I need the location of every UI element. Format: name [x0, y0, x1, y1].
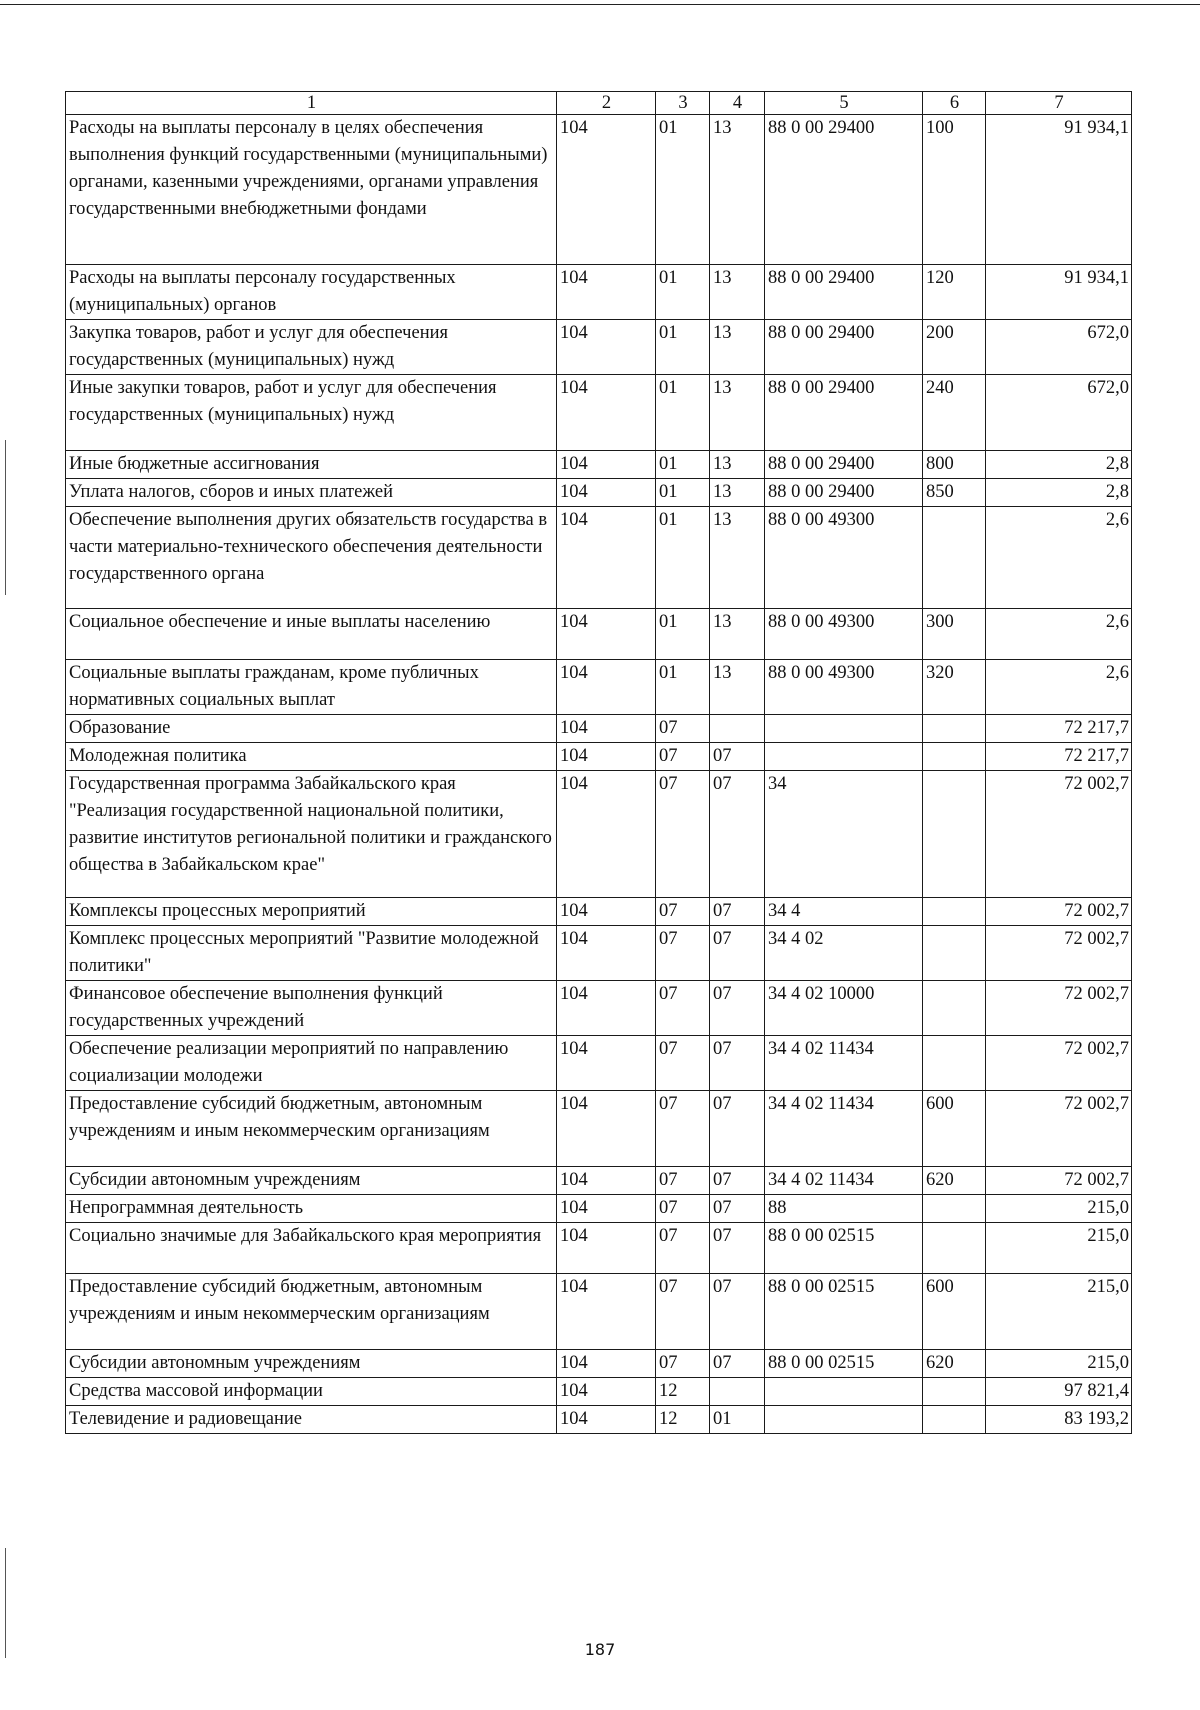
cell-pr: 07 [710, 743, 765, 771]
cell-grbs: 104 [557, 1274, 656, 1350]
cell-csr: 88 0 00 02515 [765, 1274, 923, 1350]
cell-csr: 88 0 00 02515 [765, 1350, 923, 1378]
cell-grbs: 104 [557, 1406, 656, 1434]
cell-sum: 91 934,1 [986, 265, 1132, 320]
cell-csr: 88 0 00 29400 [765, 479, 923, 507]
cell-vr [923, 1036, 986, 1091]
page-number: 187 [584, 1640, 616, 1659]
budget-table [65, 91, 1132, 1434]
column-number-cell: 7 [986, 92, 1132, 115]
cell-rz: 07 [656, 1350, 710, 1378]
cell-pr: 13 [710, 660, 765, 715]
cell-csr: 34 4 02 11434 [765, 1167, 923, 1195]
cell-grbs: 104 [557, 265, 656, 320]
cell-sum: 215,0 [986, 1350, 1132, 1378]
cell-grbs: 104 [557, 1091, 656, 1167]
cell-csr: 88 0 00 02515 [765, 1223, 923, 1274]
cell-csr: 88 0 00 29400 [765, 320, 923, 375]
cell-vr [923, 981, 986, 1036]
cell-vr: 600 [923, 1091, 986, 1167]
cell-name: Образование [66, 715, 557, 743]
cell-sum: 72 002,7 [986, 981, 1132, 1036]
cell-pr: 07 [710, 981, 765, 1036]
cell-sum: 2,8 [986, 451, 1132, 479]
table-row [66, 1167, 1132, 1195]
cell-csr: 88 0 00 49300 [765, 660, 923, 715]
cell-vr: 300 [923, 609, 986, 660]
cell-sum: 72 217,7 [986, 715, 1132, 743]
cell-name: Уплата налогов, сборов и иных платежей [66, 479, 557, 507]
cell-vr: 850 [923, 479, 986, 507]
cell-pr: 13 [710, 479, 765, 507]
cell-vr [923, 1223, 986, 1274]
cell-grbs: 104 [557, 1350, 656, 1378]
cell-rz: 07 [656, 1274, 710, 1350]
cell-rz: 12 [656, 1378, 710, 1406]
column-number-row [66, 92, 1132, 115]
table-row [66, 1378, 1132, 1406]
cell-rz: 07 [656, 898, 710, 926]
cell-vr [923, 715, 986, 743]
cell-name: Средства массовой информации [66, 1378, 557, 1406]
cell-vr: 620 [923, 1350, 986, 1378]
cell-sum: 91 934,1 [986, 115, 1132, 265]
table-row [66, 375, 1132, 451]
cell-name: Социально значимые для Забайкальского края мероприятия [66, 1223, 557, 1274]
cell-rz: 01 [656, 320, 710, 375]
cell-sum: 215,0 [986, 1223, 1132, 1274]
cell-pr: 07 [710, 1036, 765, 1091]
table-row [66, 609, 1132, 660]
cell-rz: 01 [656, 609, 710, 660]
cell-sum: 72 002,7 [986, 1091, 1132, 1167]
cell-name: Финансовое обеспечение выполнения функций государственных учреждений [66, 981, 557, 1036]
cell-sum: 2,6 [986, 507, 1132, 609]
table-row [66, 743, 1132, 771]
cell-rz: 07 [656, 1167, 710, 1195]
column-number-cell: 4 [710, 92, 765, 115]
cell-name: Иные закупки товаров, работ и услуг для обеспечения государственных (муниципальных) нужд [66, 375, 557, 451]
cell-pr: 07 [710, 771, 765, 898]
table-row [66, 981, 1132, 1036]
cell-sum: 72 217,7 [986, 743, 1132, 771]
table-row [66, 1195, 1132, 1223]
cell-vr: 200 [923, 320, 986, 375]
cell-csr: 34 4 [765, 898, 923, 926]
cell-pr: 07 [710, 1350, 765, 1378]
table-row [66, 1406, 1132, 1434]
cell-vr [923, 1195, 986, 1223]
table-row [66, 320, 1132, 375]
cell-vr: 600 [923, 1274, 986, 1350]
cell-name: Расходы на выплаты персоналу государственных (муниципальных) органов [66, 265, 557, 320]
cell-sum: 215,0 [986, 1274, 1132, 1350]
cell-csr: 34 4 02 [765, 926, 923, 981]
cell-csr: 88 0 00 29400 [765, 265, 923, 320]
cell-rz: 07 [656, 1091, 710, 1167]
cell-name: Непрограммная деятельность [66, 1195, 557, 1223]
cell-rz: 01 [656, 507, 710, 609]
cell-csr: 88 0 00 49300 [765, 609, 923, 660]
cell-csr [765, 715, 923, 743]
cell-name: Социальное обеспечение и иные выплаты населению [66, 609, 557, 660]
table-row [66, 715, 1132, 743]
column-number-cell: 1 [66, 92, 557, 115]
cell-sum: 72 002,7 [986, 1036, 1132, 1091]
cell-csr: 88 0 00 29400 [765, 115, 923, 265]
cell-sum: 72 002,7 [986, 1167, 1132, 1195]
cell-pr: 07 [710, 926, 765, 981]
cell-grbs: 104 [557, 1223, 656, 1274]
cell-pr: 13 [710, 115, 765, 265]
table-row [66, 265, 1132, 320]
cell-pr: 07 [710, 1274, 765, 1350]
cell-grbs: 104 [557, 1195, 656, 1223]
cell-vr [923, 771, 986, 898]
cell-rz: 01 [656, 375, 710, 451]
table-row [66, 507, 1132, 609]
cell-name: Комплексы процессных мероприятий [66, 898, 557, 926]
cell-csr [765, 1378, 923, 1406]
cell-rz: 01 [656, 115, 710, 265]
table-row [66, 1274, 1132, 1350]
cell-vr [923, 1406, 986, 1434]
cell-rz: 07 [656, 715, 710, 743]
cell-pr: 01 [710, 1406, 765, 1434]
cell-csr: 34 4 02 11434 [765, 1091, 923, 1167]
top-border-line [0, 4, 1200, 5]
table-row [66, 1223, 1132, 1274]
cell-name: Обеспечение реализации мероприятий по направлению социализации молодежи [66, 1036, 557, 1091]
cell-sum: 72 002,7 [986, 771, 1132, 898]
cell-pr: 07 [710, 1195, 765, 1223]
cell-grbs: 104 [557, 981, 656, 1036]
cell-grbs: 104 [557, 743, 656, 771]
column-number-cell: 3 [656, 92, 710, 115]
cell-pr: 07 [710, 1223, 765, 1274]
cell-grbs: 104 [557, 320, 656, 375]
cell-grbs: 104 [557, 451, 656, 479]
cell-rz: 01 [656, 265, 710, 320]
cell-sum: 672,0 [986, 320, 1132, 375]
cell-name: Предоставление субсидий бюджетным, автономным учреждениям и иным некоммерческим организациям [66, 1274, 557, 1350]
cell-pr: 13 [710, 375, 765, 451]
cell-csr: 34 [765, 771, 923, 898]
cell-vr: 240 [923, 375, 986, 451]
cell-grbs: 104 [557, 115, 656, 265]
cell-csr: 34 4 02 10000 [765, 981, 923, 1036]
cell-rz: 01 [656, 660, 710, 715]
cell-name: Телевидение и радиовещание [66, 1406, 557, 1434]
cell-pr [710, 715, 765, 743]
cell-sum: 72 002,7 [986, 898, 1132, 926]
cell-sum: 2,8 [986, 479, 1132, 507]
cell-sum: 2,6 [986, 609, 1132, 660]
cell-pr: 13 [710, 609, 765, 660]
table-row [66, 1091, 1132, 1167]
table-row [66, 898, 1132, 926]
cell-vr [923, 507, 986, 609]
cell-sum: 83 193,2 [986, 1406, 1132, 1434]
cell-grbs: 104 [557, 771, 656, 898]
cell-name: Предоставление субсидий бюджетным, автономным учреждениям и иным некоммерческим организациям [66, 1091, 557, 1167]
cell-rz: 01 [656, 479, 710, 507]
cell-sum: 672,0 [986, 375, 1132, 451]
cell-rz: 07 [656, 1223, 710, 1274]
cell-grbs: 104 [557, 479, 656, 507]
column-number-cell: 5 [765, 92, 923, 115]
cell-grbs: 104 [557, 1167, 656, 1195]
cell-grbs: 104 [557, 926, 656, 981]
cell-vr: 620 [923, 1167, 986, 1195]
cell-name: Социальные выплаты гражданам, кроме публичных нормативных социальных выплат [66, 660, 557, 715]
table-row [66, 479, 1132, 507]
cell-vr [923, 926, 986, 981]
cell-pr: 07 [710, 1167, 765, 1195]
cell-csr: 34 4 02 11434 [765, 1036, 923, 1091]
cell-rz: 07 [656, 771, 710, 898]
table-row [66, 451, 1132, 479]
cell-rz: 07 [656, 1195, 710, 1223]
table-row [66, 660, 1132, 715]
cell-pr: 13 [710, 265, 765, 320]
cell-pr: 13 [710, 451, 765, 479]
cell-grbs: 104 [557, 375, 656, 451]
cell-rz: 07 [656, 743, 710, 771]
cell-name: Субсидии автономным учреждениям [66, 1167, 557, 1195]
cell-pr [710, 1378, 765, 1406]
cell-csr [765, 743, 923, 771]
cell-rz: 07 [656, 981, 710, 1036]
cell-name: Субсидии автономным учреждениям [66, 1350, 557, 1378]
cell-sum: 97 821,4 [986, 1378, 1132, 1406]
cell-name: Иные бюджетные ассигнования [66, 451, 557, 479]
scan-margin-mark [5, 440, 6, 595]
cell-rz: 07 [656, 926, 710, 981]
table-row [66, 1036, 1132, 1091]
column-number-cell: 2 [557, 92, 656, 115]
column-number-cell: 6 [923, 92, 986, 115]
cell-grbs: 104 [557, 609, 656, 660]
cell-rz: 07 [656, 1036, 710, 1091]
table-row [66, 771, 1132, 898]
cell-name: Молодежная политика [66, 743, 557, 771]
cell-sum: 72 002,7 [986, 926, 1132, 981]
cell-grbs: 104 [557, 1036, 656, 1091]
cell-sum: 215,0 [986, 1195, 1132, 1223]
cell-vr [923, 898, 986, 926]
cell-name: Расходы на выплаты персоналу в целях обеспечения выполнения функций государственными (муниципальными) органами, казенными учреждениями, органами управления государственными внебюджетными фондами [66, 115, 557, 265]
cell-csr [765, 1406, 923, 1434]
table-body [66, 92, 1132, 1434]
cell-pr: 13 [710, 507, 765, 609]
cell-csr: 88 [765, 1195, 923, 1223]
cell-name: Обеспечение выполнения других обязательств государства в части материально-технического обеспечения деятельности государственного органа [66, 507, 557, 609]
cell-pr: 07 [710, 1091, 765, 1167]
cell-grbs: 104 [557, 507, 656, 609]
cell-pr: 07 [710, 898, 765, 926]
cell-grbs: 104 [557, 715, 656, 743]
cell-pr: 13 [710, 320, 765, 375]
cell-sum: 2,6 [986, 660, 1132, 715]
cell-grbs: 104 [557, 1378, 656, 1406]
cell-rz: 12 [656, 1406, 710, 1434]
cell-name: Государственная программа Забайкальского края "Реализация государственной национальной политики, развитие институтов региональной политики и гражданского общества в Забайкальском крае" [66, 771, 557, 898]
cell-csr: 88 0 00 49300 [765, 507, 923, 609]
table-row [66, 926, 1132, 981]
cell-vr [923, 743, 986, 771]
cell-vr: 320 [923, 660, 986, 715]
cell-name: Закупка товаров, работ и услуг для обеспечения государственных (муниципальных) нужд [66, 320, 557, 375]
cell-csr: 88 0 00 29400 [765, 451, 923, 479]
cell-rz: 01 [656, 451, 710, 479]
cell-csr: 88 0 00 29400 [765, 375, 923, 451]
cell-vr: 120 [923, 265, 986, 320]
cell-grbs: 104 [557, 898, 656, 926]
table-row [66, 1350, 1132, 1378]
cell-vr [923, 1378, 986, 1406]
cell-vr: 100 [923, 115, 986, 265]
table-row [66, 115, 1132, 265]
cell-name: Комплекс процессных мероприятий "Развитие молодежной политики" [66, 926, 557, 981]
cell-vr: 800 [923, 451, 986, 479]
cell-grbs: 104 [557, 660, 656, 715]
